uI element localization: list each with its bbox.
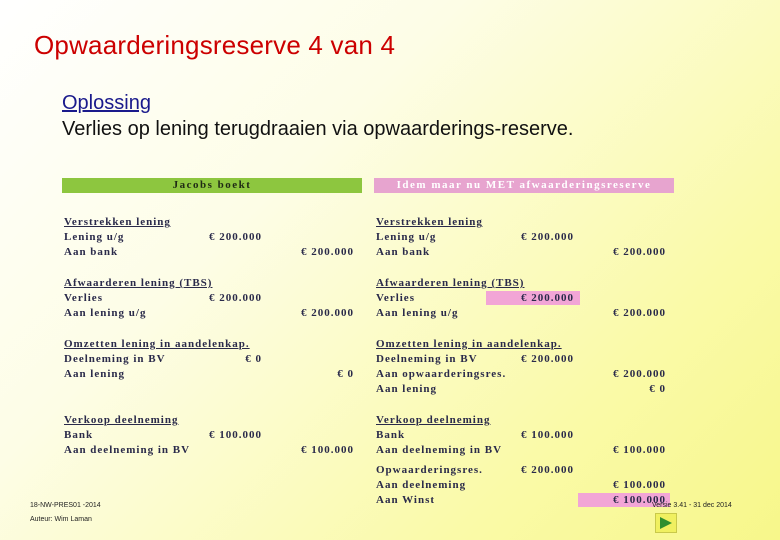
journal-section-heading: Verstrekken lening xyxy=(376,216,483,228)
footer-code: 18-NW-PRES01 -2014 xyxy=(30,502,101,509)
journal-account-label: Deelneming in BV xyxy=(64,353,166,365)
journal-row xyxy=(62,428,362,442)
journal-account-label: Aan deelneming xyxy=(376,479,467,491)
journal-section-heading: Verkoop deelneming xyxy=(376,414,491,426)
journal-row xyxy=(62,230,362,244)
credit-amount: € 0 xyxy=(649,383,666,395)
credit-amount: € 100.000 xyxy=(613,479,666,491)
credit-amount: € 200.000 xyxy=(301,246,354,258)
journal-account-label: Lening u/g xyxy=(376,231,437,243)
journal-row xyxy=(374,478,674,492)
credit-amount: € 100.000 xyxy=(301,444,354,456)
journal-row xyxy=(62,337,362,351)
debit-amount: € 200.000 xyxy=(521,464,574,476)
journal-row xyxy=(374,276,674,290)
journal-section-heading: Verkoop deelneming xyxy=(64,414,179,426)
journal-account-label: Aan deelneming in BV xyxy=(376,444,503,456)
journal-row xyxy=(374,463,674,477)
journal-row xyxy=(374,245,674,259)
journal-account-label: Aan lening u/g xyxy=(376,307,459,319)
journal-row xyxy=(62,413,362,427)
journal-account-label: Aan deelneming in BV xyxy=(64,444,191,456)
left-panel-header: Jacobs boekt xyxy=(62,178,362,193)
journal-account-label: Verlies xyxy=(376,292,415,304)
debit-amount: € 200.000 xyxy=(209,292,262,304)
debit-amount: € 0 xyxy=(245,353,262,365)
right-journal-panel xyxy=(374,178,674,506)
journal-row xyxy=(374,352,674,366)
debit-amount: € 200.000 xyxy=(209,231,262,243)
journal-section-heading: Omzetten lening in aandelenkap. xyxy=(376,338,562,350)
journal-row xyxy=(374,367,674,381)
journal-row xyxy=(62,291,362,305)
credit-amount: € 100.000 xyxy=(613,444,666,456)
debit-amount: € 100.000 xyxy=(209,429,262,441)
journal-section-heading: Afwaarderen lening (TBS) xyxy=(376,277,525,289)
oplossing-link[interactable]: Oplossing xyxy=(62,92,151,114)
slide-title: Opwaarderingsreserve 4 van 4 xyxy=(34,30,396,60)
play-icon[interactable] xyxy=(655,513,677,533)
journal-row xyxy=(374,382,674,396)
credit-amount: € 200.000 xyxy=(301,307,354,319)
journal-account-label: Aan opwaarderingsres. xyxy=(376,368,507,380)
journal-account-label: Aan bank xyxy=(376,246,431,258)
journal-row xyxy=(62,367,362,381)
journal-row xyxy=(374,230,674,244)
journal-account-label: Aan lening xyxy=(64,368,126,380)
journal-account-label: Opwaarderingsres. xyxy=(376,464,483,476)
credit-amount: € 200.000 xyxy=(613,368,666,380)
journal-account-label: Aan lening xyxy=(376,383,438,395)
journal-section-heading: Omzetten lening in aandelenkap. xyxy=(64,338,250,350)
journal-section-heading: Verstrekken lening xyxy=(64,216,171,228)
journal-account-label: Aan bank xyxy=(64,246,119,258)
slide-subtitle xyxy=(62,90,682,142)
credit-amount: € 100.000 xyxy=(613,494,666,506)
credit-amount: € 200.000 xyxy=(613,246,666,258)
journal-row xyxy=(62,306,362,320)
right-panel-header: Idem maar nu MET afwaarderingsreserve xyxy=(374,178,674,193)
journal-account-label: Bank xyxy=(64,429,94,441)
journal-row xyxy=(374,493,674,507)
journal-row xyxy=(374,428,674,442)
left-journal-panel xyxy=(62,178,362,456)
journal-account-label: Bank xyxy=(376,429,406,441)
journal-row xyxy=(62,276,362,290)
journal-row xyxy=(62,443,362,457)
credit-amount: € 200.000 xyxy=(613,307,666,319)
journal-row xyxy=(62,245,362,259)
journal-account-label: Aan lening u/g xyxy=(64,307,147,319)
journal-row xyxy=(374,306,674,320)
journal-section-heading: Afwaarderen lening (TBS) xyxy=(64,277,213,289)
journal-row xyxy=(374,413,674,427)
debit-amount: € 200.000 xyxy=(521,231,574,243)
credit-amount: € 0 xyxy=(337,368,354,380)
footer-author: Auteur: Wim Laman xyxy=(30,516,92,523)
journal-row xyxy=(62,352,362,366)
journal-row xyxy=(374,443,674,457)
journal-account-label: Verlies xyxy=(64,292,103,304)
journal-row xyxy=(374,215,674,229)
debit-amount: € 200.000 xyxy=(521,353,574,365)
journal-account-label: Aan Winst xyxy=(376,494,436,506)
journal-account-label: Lening u/g xyxy=(64,231,125,243)
debit-amount: € 100.000 xyxy=(521,429,574,441)
journal-row xyxy=(374,337,674,351)
footer-version: Versie 3.41 - 31 dec 2014 xyxy=(652,502,732,509)
journal-row xyxy=(62,215,362,229)
subtitle-text: Verlies op lening terugdraaien via opwaarderings-reserve. xyxy=(62,118,574,140)
debit-amount: € 200.000 xyxy=(521,292,574,304)
journal-account-label: Deelneming in BV xyxy=(376,353,478,365)
journal-row xyxy=(374,291,674,305)
